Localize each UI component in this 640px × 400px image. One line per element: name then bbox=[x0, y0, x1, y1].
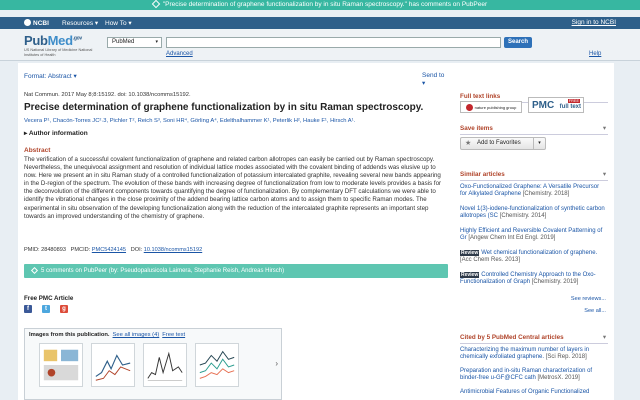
chevron-down-icon: ▾ bbox=[155, 39, 158, 45]
pubpeer-icon bbox=[31, 267, 38, 274]
similar-article-item[interactable] bbox=[460, 184, 606, 199]
chevron-down-icon: ▾ bbox=[422, 80, 426, 87]
cited-article-item[interactable] bbox=[460, 389, 606, 396]
similar-articles-heading[interactable] bbox=[460, 171, 608, 181]
advanced-search-link[interactable]: Advanced bbox=[166, 51, 193, 57]
send-to-menu[interactable] bbox=[422, 72, 448, 87]
see-all-similar-link[interactable]: See all... bbox=[584, 308, 606, 314]
review-badge: Review bbox=[461, 250, 479, 256]
figure-thumbnail[interactable] bbox=[195, 343, 239, 387]
nlm-subtitle: US National Library of Medicine National Institutes of Health bbox=[24, 48, 93, 57]
free-pmc-article-label: Free PMC Article bbox=[24, 295, 74, 302]
pmc-full-text-button[interactable] bbox=[528, 97, 584, 113]
pmid: PMID: 28480893 bbox=[24, 247, 66, 253]
cited-article-item[interactable] bbox=[460, 347, 606, 362]
resources-menu[interactable] bbox=[62, 19, 98, 27]
database-select-value: PubMed bbox=[112, 39, 135, 45]
chevron-down-icon: ▾ bbox=[73, 73, 77, 80]
expand-icon: ▸ bbox=[24, 130, 28, 137]
similar-article-item[interactable] bbox=[460, 272, 606, 287]
help-link[interactable]: Help bbox=[589, 51, 602, 57]
similar-article-meta: [Chemistry. 2018] bbox=[522, 191, 570, 198]
cited-article-title: Characterizing the maximum number of layers in chemically exfoliated graphene. bbox=[460, 347, 590, 361]
cited-article-item[interactable] bbox=[460, 368, 606, 383]
collapse-icon[interactable]: ▾ bbox=[602, 171, 606, 178]
images-header bbox=[29, 332, 185, 338]
google-plus-icon[interactable]: g bbox=[60, 305, 68, 313]
similar-article-title: Novel 1(3)-iodene-functionalization of synthetic carbon allotropes (SC bbox=[460, 206, 605, 220]
pubpeer-banner[interactable] bbox=[0, 0, 640, 10]
full-text-links-heading: Full text links bbox=[460, 93, 608, 103]
pmcid-link[interactable]: PMC5424145 bbox=[91, 247, 127, 253]
share-buttons bbox=[24, 305, 76, 315]
figure-thumbnail[interactable] bbox=[143, 343, 187, 387]
doi-link[interactable]: 10.1038/ncomms15192 bbox=[143, 247, 203, 253]
add-to-favorites-label: Add to Favorites bbox=[477, 140, 521, 146]
similar-article-title: Controlled Chemistry Approach to the Oxo-Functionalization of Graph bbox=[460, 272, 596, 286]
ncbi-header bbox=[0, 17, 640, 29]
pubmed-logo[interactable] bbox=[24, 33, 94, 57]
doi-label: DOI: bbox=[130, 247, 143, 253]
pmc-free-badge: FREE bbox=[568, 99, 579, 103]
twitter-icon[interactable]: t bbox=[42, 305, 50, 313]
banner-text: "Precise determination of graphene functionalization by in situ Raman spectroscopy." has comments on PubPeer bbox=[162, 1, 488, 8]
howto-menu[interactable] bbox=[105, 19, 132, 27]
author-information-toggle[interactable] bbox=[24, 129, 88, 137]
similar-article-meta: [Chemistry. 2014] bbox=[499, 213, 547, 220]
resources-label: Resources bbox=[62, 20, 94, 27]
similar-article-title: Wet chemical functionalization of graphene. bbox=[481, 250, 598, 256]
abstract-heading: Abstract bbox=[24, 147, 51, 154]
npg-logo-icon bbox=[466, 104, 473, 111]
figure-thumbnail-image bbox=[40, 344, 82, 386]
pmc-full-text-label: full text bbox=[559, 104, 581, 110]
format-label: Format: Abstract bbox=[24, 73, 72, 80]
add-to-favorites-button[interactable] bbox=[460, 137, 546, 150]
figure-thumbnail-image bbox=[92, 344, 134, 386]
pubpeer-comments-text: 5 comments on PubPeer (by: Pseudopalusicola Laimera, Stephanie Reish, Andreas Hirsch) bbox=[41, 268, 285, 274]
cited-article-title: Antimicrobial Features of Organic Functionalized bbox=[460, 389, 590, 395]
pubmed-logo-word: PubMed$^{.gov}$ bbox=[24, 33, 82, 48]
signin-link[interactable]: Sign in to NCBI bbox=[571, 19, 616, 26]
pubpeer-icon bbox=[152, 0, 160, 8]
ncbi-logo-icon bbox=[24, 19, 31, 26]
facebook-icon[interactable]: f bbox=[24, 305, 32, 313]
pmc-label: PMC bbox=[532, 100, 555, 111]
similar-article-title: Highly Efficient and Reversible Covalent Patterning of Gr bbox=[460, 228, 603, 242]
article-ids bbox=[24, 247, 202, 253]
search-button[interactable]: Search bbox=[504, 37, 532, 48]
review-badge: Review bbox=[461, 272, 479, 278]
chevron-down-icon: ▾ bbox=[94, 20, 99, 27]
pubpeer-comments-bar[interactable] bbox=[24, 264, 448, 278]
search-bar bbox=[0, 29, 640, 61]
chevron-right-icon[interactable]: › bbox=[275, 359, 278, 368]
database-select[interactable] bbox=[107, 37, 162, 48]
cited-article-title: Preparation and in-situ Raman characterization of binder-free u-GF@CFC cath bbox=[460, 368, 593, 382]
figure-thumbnail[interactable] bbox=[39, 343, 83, 387]
cited-article-meta: [MetrosX. 2019] bbox=[537, 375, 580, 382]
chevron-down-icon: ▾ bbox=[128, 20, 132, 27]
author-list[interactable]: Vecera P¹, Chacón-Torres JC²˒3, Pichler T², Reich S³, Soni HR⁴, Görling A⁴, Edelthalhammer K¹, Peterlik H², Hauke F¹, Hirsch A¹. bbox=[24, 118, 356, 124]
similar-article-item[interactable] bbox=[460, 228, 606, 243]
save-items-label: Save items bbox=[460, 125, 493, 132]
similar-article-item[interactable] bbox=[460, 206, 606, 221]
save-items-heading[interactable] bbox=[460, 125, 608, 135]
similar-article-meta: [Chemistry. 2019] bbox=[531, 279, 579, 286]
author-information-label: Author information bbox=[28, 130, 88, 137]
see-reviews-link[interactable]: See reviews... bbox=[570, 296, 606, 302]
article-title: Precise determination of graphene functionalization by in situ Raman spectroscopy. bbox=[24, 102, 424, 113]
citation[interactable]: Nat Commun. 2017 May 8;8:15192. doi: 10.1038/ncomms15192. bbox=[24, 92, 191, 98]
chevron-down-icon[interactable]: ▾ bbox=[533, 138, 545, 149]
figure-thumbnail[interactable] bbox=[91, 343, 135, 387]
abstract-text: The verification of a successful covalent functionalization of graphene and related carbon allotropes can easily be carried out by Raman spectroscopy. Nevertheless, the unequivocal assignment and resolution of individual lattice modes associated with the covalent binding of addends was elusive up to now. Here we present an in situ Raman study of a controlled functionalization of potassium intercalated graphite, revealing several new bands appearing in the D-region of the spectrum. The evolution of these bands with increasing degree of functionalization from low to moderate levels provides a basis for the deconvolution of the different components towards quantifying the degree of functionalization. By complementary DFT calculations we were able to identify the vibrational changes in the close proximity of the addend bearing lattice carbon atoms and to assign them to specific Raman modes. The experimental in situ observation of the developing functionalization along with the reduction of the intercalated graphite represents an important step towards an improved understanding of the chemistry of graphene. bbox=[24, 156, 442, 220]
similar-article-meta: [Angew Chem Int Ed Engl. 2019] bbox=[468, 235, 556, 242]
images-title: Images from this publication. bbox=[29, 332, 110, 338]
star-icon: ★ bbox=[465, 140, 472, 147]
howto-label: How To bbox=[105, 20, 127, 27]
similar-article-meta: [Acc Chem Res. 2013] bbox=[460, 257, 521, 264]
cited-by-heading[interactable] bbox=[460, 334, 608, 344]
format-menu[interactable] bbox=[24, 72, 77, 80]
npg-full-text-button[interactable] bbox=[460, 101, 522, 113]
similar-article-item[interactable] bbox=[460, 250, 606, 265]
npg-label: nature publishing group bbox=[474, 105, 517, 110]
collapse-icon[interactable]: ▾ bbox=[602, 125, 606, 132]
content-panel bbox=[18, 63, 614, 400]
pmcid-label: PMCID: bbox=[70, 247, 91, 253]
send-to-label: Send to bbox=[422, 72, 445, 79]
ncbi-logo-text: NCBI bbox=[33, 20, 49, 27]
see-all-images-link[interactable]: See all images (4) bbox=[112, 332, 160, 338]
cited-by-label: Cited by 5 PubMed Central articles bbox=[460, 334, 564, 341]
free-text-link[interactable]: Free text bbox=[162, 332, 186, 338]
images-panel bbox=[24, 328, 282, 400]
figure-thumbnail-image bbox=[196, 344, 238, 386]
ncbi-logo[interactable] bbox=[24, 19, 49, 27]
collapse-icon[interactable]: ▾ bbox=[602, 334, 606, 341]
figure-thumbnail-image bbox=[144, 344, 186, 386]
search-input[interactable] bbox=[166, 37, 501, 48]
cited-article-meta: [Sci Rep. 2018] bbox=[545, 354, 587, 361]
similar-articles-label: Similar articles bbox=[460, 171, 505, 178]
similar-article-title: Oxo-Functionalized Graphene: A Versatile Precursor for Alkylated Graphene bbox=[460, 184, 600, 198]
